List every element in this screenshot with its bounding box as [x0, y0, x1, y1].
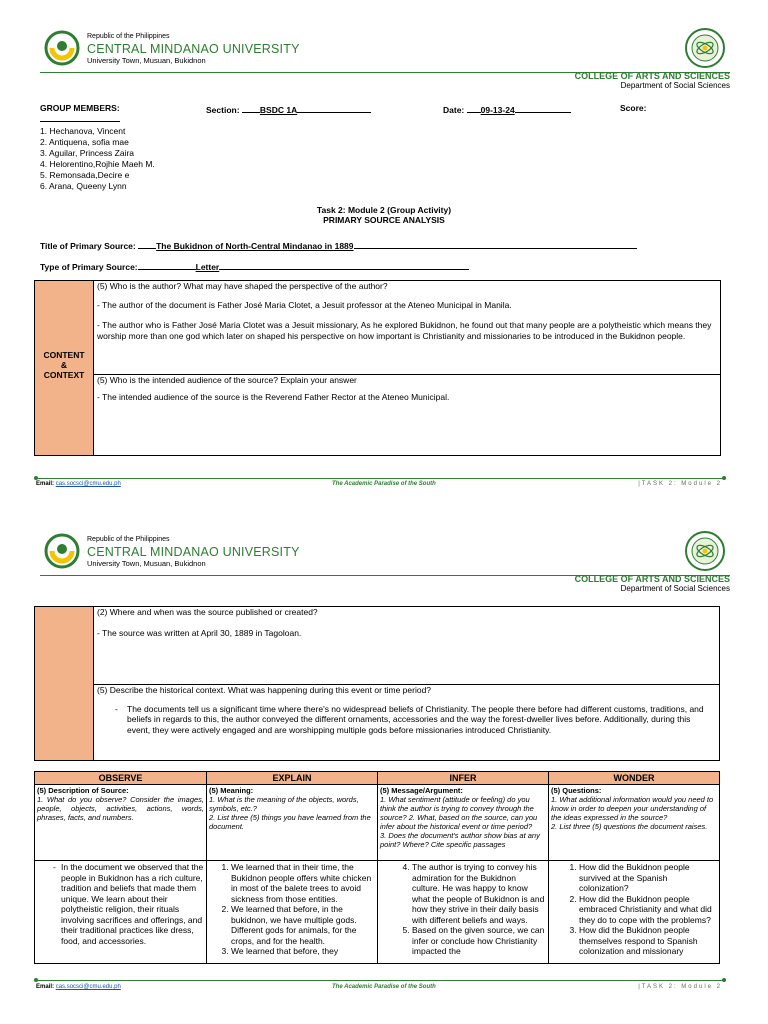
infer-item: 5. Based on the given source, we can infer or conclude how Christianity impacted the — [412, 925, 546, 957]
member-item: 4. Helorentino,Rojhie Maeh M. — [40, 159, 155, 169]
prompt-explain: (5) Meaning: 1. What is the meaning of the objects, words, symbols, etc.? 2. List three (5) things you have learned from the document. — [207, 785, 378, 861]
answer-infer — [378, 861, 549, 964]
explain-item: 1. We learned that in their time, the Bukidnon people offers white chicken in most of the balete trees to avoid sickness from those entities. — [231, 862, 375, 904]
date-value: 09-13-24 — [480, 105, 515, 115]
published-answer: - The source was written at April 30, 1889 in Tagoloan. — [97, 627, 302, 638]
infer-list — [380, 862, 546, 957]
header-infer: INFER — [378, 772, 549, 785]
header-wonder: WONDER — [549, 772, 720, 785]
date-label: Date: 09-13-24 — [443, 103, 571, 115]
answer-explain — [207, 861, 378, 964]
page-header — [0, 503, 768, 595]
footer-email: Email: cas.socsci@cmu.edu.ph — [36, 984, 121, 990]
author-answer-2: - The author who is Father José Maria Clotet was a Jesuit missionary, As he explored Bukidnon, he found out that many people are a polytheistic which means they worship more than one god which later on shaped his perspective on how important is Christianity and missionaries to be introduced in the Bukidnon people. — [97, 320, 712, 341]
college-seal-icon — [684, 530, 726, 572]
audience-question-cell — [93, 374, 721, 456]
cmu-logo-icon — [44, 533, 80, 569]
published-question: (2) Where and when was the source published or created? — [97, 607, 318, 617]
footer-dot — [34, 476, 38, 480]
title-of-source: Title of Primary Source: The Bukidnon of North-Central Mindanao in 1889 — [40, 239, 637, 251]
page-header — [0, 0, 768, 92]
answer-row — [35, 861, 720, 964]
prompt-infer: (5) Message/Argument: 1. What sentiment (attitude or feeling) do you think the author is trying to convey through the source? 2. What, based on the source, can you infer about the historical event or time period? 3. Does the document's author show bias at any point? Where? Cite specific passages — [378, 785, 549, 861]
audience-answer: - The intended audience of the source is the Reverend Father Rector at the Ateneo Municipal. — [97, 391, 450, 402]
college-seal-icon — [684, 27, 726, 69]
footer-dot — [722, 978, 726, 982]
task-title: Task 2: Module 2 (Group Activity) — [316, 205, 452, 215]
republic-text: Republic of the Philippines — [87, 33, 170, 40]
university-name: CENTRAL MINDANAO UNIVERSITY — [87, 42, 300, 56]
university-address: University Town, Musuan, Bukidnon — [87, 56, 206, 65]
prompt-row — [35, 785, 720, 861]
task-subtitle: PRIMARY SOURCE ANALYSIS — [323, 215, 445, 225]
content-context-label: CONTENT & CONTEXT — [43, 350, 85, 380]
infer-item: 4. The author is trying to convey his admiration for the Bukidnon culture. He was happy to know what the people of Bukidnon is and how they strive in their daily basis with different beliefs and ways. — [412, 862, 546, 925]
content-context-sidebar-2 — [34, 606, 94, 761]
footer-dot — [722, 476, 726, 480]
historical-context-cell — [93, 684, 720, 761]
type-of-source: Type of Primary Source: Letter — [40, 260, 469, 272]
college-name: COLLEGE OF ARTS AND SCIENCES — [574, 574, 730, 584]
type-value: Letter — [195, 262, 220, 272]
member-item: 3. Aguilar, Princess Zaira — [40, 148, 135, 158]
cmu-logo-icon — [44, 30, 80, 66]
members-list — [40, 126, 155, 192]
prompt-wonder: (5) Questions: 1. What additional information would you need to know in order to deepen your understanding of the ideas expressed in the source? 2. List three (5) questions the document raises. — [549, 785, 720, 861]
analysis-header-row — [35, 772, 720, 785]
footer-task: |TASK 2: Module 2 — [638, 984, 722, 990]
page-1 — [0, 0, 768, 500]
audience-question: (5) Who is the intended audience of the source? Explain your answer — [97, 375, 357, 385]
historical-question: (5) Describe the historical context. What was happening during this event or time period? — [97, 685, 432, 695]
department-name: Department of Social Sciences — [620, 81, 730, 90]
footer-email: Email: cas.socsci@cmu.edu.ph — [36, 481, 121, 487]
score-label: Score: — [620, 103, 647, 113]
wonder-item: 1. How did the Bukidnon people survived at the Spanish colonization? — [579, 862, 717, 894]
member-item: 1. Hechanova, Vincent — [40, 126, 126, 136]
university-address: University Town, Musuan, Bukidnon — [87, 559, 206, 568]
department-name: Department of Social Sciences — [620, 584, 730, 593]
footer-dot — [34, 978, 38, 982]
header-observe: OBSERVE — [35, 772, 207, 785]
section-label: Section: BSDC 1A — [206, 103, 371, 115]
historical-answer: - The documents tell us a significant time where there's no widespread beliefs of Christianity. The people there before had different customs, traditions, and beliefs in regards to this, the author conveyed the different ornaments, accessories and the way the forest-dweller lives before. Additionally, during this event, they were actively engaged and are worshipping multiple gods before missionaries introduced Christianity. — [115, 703, 704, 735]
member-item: 2. Antiquena, sofia mae — [40, 137, 129, 147]
member-item: 5. Remonsada,Decire e — [40, 170, 130, 180]
author-question: (5) Who is the author? What may have shaped the perspective of the author? — [97, 281, 388, 291]
footer-divider — [36, 980, 726, 981]
wonder-item: 2. How did the Bukidnon people embraced Christianity and what did they do to cope with the problems? — [579, 894, 717, 926]
header-explain: EXPLAIN — [207, 772, 378, 785]
author-question-cell — [93, 280, 721, 375]
answer-observe: - In the document we observed that the people in Bukidnon has a rich culture, tradition and beliefs that made them unique. We learn about their polytheistic religion, their rituals involving sacrifices and offerings, and their traditional practices like dress, food, and accessories. — [35, 861, 207, 964]
republic-text: Republic of the Philippines — [87, 536, 170, 543]
prompt-observe: (5) Description of Source: 1. What do you observe? Consider the images, people, objects, activities, actions, words, phrases, facts, and numbers. — [35, 785, 207, 861]
author-answer-1: - The author of the document is Father José Maria Clotet, a Jesuit professor at the Ateneo Municipal in Manila. — [97, 299, 512, 310]
email-link[interactable]: cas.socsci@cmu.edu.ph — [55, 481, 121, 487]
university-name: CENTRAL MINDANAO UNIVERSITY — [87, 545, 300, 559]
wonder-item: 3. How did the Bukidnon people themselves respond to Spanish colonization and missionary — [579, 925, 717, 957]
footer-task: |TASK 2: Module 2 — [638, 481, 722, 487]
group-members-label: GROUP MEMBERS: — [40, 103, 120, 113]
title-value: The Bukidnon of North-Central Mindanao in 1889 — [156, 241, 354, 251]
member-item: 6. Arana, Queeny Lynn — [40, 181, 127, 191]
email-link[interactable]: cas.socsci@cmu.edu.ph — [55, 984, 121, 990]
explain-item: 2. We learned that before, in the bukidnon, we have multiple gods. Different gods for animals, for the crops, and for the health. — [231, 904, 375, 946]
footer-tagline: The Academic Paradise of the South — [332, 481, 436, 487]
footer-divider — [36, 478, 726, 479]
footer-tagline: The Academic Paradise of the South — [332, 984, 436, 990]
analysis-table — [34, 771, 720, 964]
published-question-cell — [93, 606, 720, 685]
answer-wonder — [549, 861, 720, 964]
group-members-underline — [40, 121, 120, 122]
section-value: BSDC 1A — [259, 105, 298, 115]
explain-item: 3. We learned that before, they — [231, 946, 375, 957]
college-name: COLLEGE OF ARTS AND SCIENCES — [574, 71, 730, 81]
